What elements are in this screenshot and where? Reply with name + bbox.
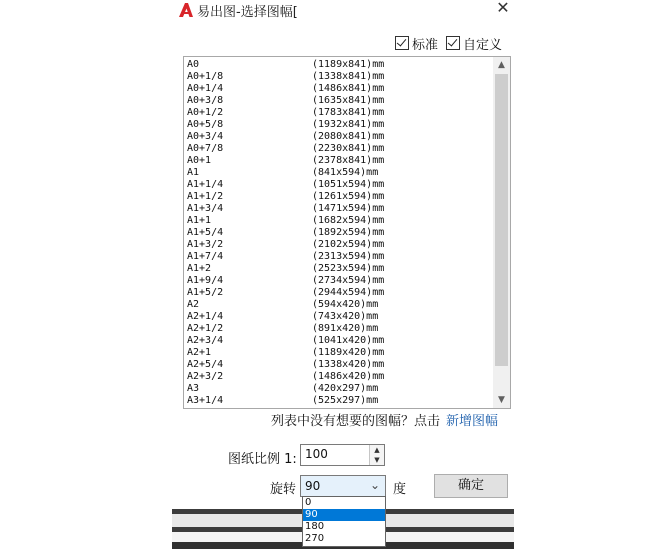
paper-name: A3+1/4 [187, 395, 224, 406]
paper-name: A1+5/4 [187, 227, 224, 238]
list-item[interactable] [187, 107, 489, 119]
rotation-label: 旋转 [270, 482, 297, 497]
custom-checkbox-box[interactable] [446, 36, 460, 50]
standard-checkbox-box[interactable] [395, 36, 409, 50]
list-item[interactable] [187, 167, 489, 179]
paper-size: (2230x841)mm [312, 143, 385, 154]
paper-size: (1932x841)mm [312, 119, 385, 130]
hint-text: 列表中没有想要的图幅？点击 [271, 414, 441, 429]
paper-size: (1486x841)mm [312, 83, 385, 94]
paper-size: (1338x841)mm [312, 71, 385, 82]
list-item[interactable] [187, 311, 489, 323]
list-item[interactable] [187, 59, 489, 71]
standard-checkbox[interactable] [395, 35, 438, 51]
scale-label: 图纸比例 1: [228, 452, 297, 467]
paper-size: (2313x594)mm [312, 251, 385, 262]
rotation-option[interactable]: 0 [305, 497, 312, 508]
paper-name: A0+1/2 [187, 107, 224, 118]
paper-name: A2+1 [187, 347, 212, 358]
paper-name: A2+3/4 [187, 335, 224, 346]
paper-name: A3 [187, 383, 200, 394]
paper-name: A2+3/2 [187, 371, 224, 382]
title-bar [172, 0, 514, 22]
paper-size-list[interactable] [183, 56, 511, 409]
rotation-select[interactable] [300, 475, 386, 497]
paper-size: (2102x594)mm [312, 239, 385, 250]
list-item[interactable] [187, 215, 489, 227]
rotation-dropdown-list[interactable] [302, 496, 386, 547]
list-item[interactable] [187, 155, 489, 167]
paper-name: A2 [187, 299, 200, 310]
list-item[interactable] [187, 71, 489, 83]
paper-name: A1+7/4 [187, 251, 224, 262]
list-item[interactable] [187, 83, 489, 95]
list-item[interactable] [187, 239, 489, 251]
paper-size: (2944x594)mm [312, 287, 385, 298]
list-item[interactable] [187, 203, 489, 215]
close-button[interactable] [492, 0, 514, 18]
paper-name: A1+9/4 [187, 275, 224, 286]
list-item[interactable] [187, 143, 489, 155]
add-paper-hint [271, 410, 498, 429]
list-item[interactable] [187, 119, 489, 131]
list-item[interactable] [187, 323, 489, 335]
paper-size: (1189x841)mm [312, 59, 385, 70]
list-scrollbar[interactable] [493, 57, 510, 408]
custom-checkbox[interactable] [446, 35, 502, 51]
paper-name: A1+1 [187, 215, 212, 226]
paper-size: (1041x420)mm [312, 335, 385, 346]
paper-name: A1+3/4 [187, 203, 224, 214]
list-item[interactable] [187, 227, 489, 239]
paper-size: (841x594)mm [312, 167, 379, 178]
list-item[interactable] [187, 251, 489, 263]
paper-name: A1+5/2 [187, 287, 224, 298]
paper-name: A2+1/2 [187, 323, 224, 334]
paper-size: (1486x420)mm [312, 371, 385, 382]
paper-name: A0+1/8 [187, 71, 224, 82]
paper-size: (2734x594)mm [312, 275, 385, 286]
paper-size: (1189x420)mm [312, 347, 385, 358]
paper-name: A0+3/4 [187, 131, 224, 142]
list-item[interactable] [187, 383, 489, 395]
rotation-option[interactable]: 270 [305, 533, 325, 544]
chevron-up-icon[interactable]: ▲ [498, 60, 505, 70]
paper-name: A2+1/4 [187, 311, 224, 322]
custom-checkbox-label: 自定义 [463, 37, 503, 53]
paper-size: (1783x841)mm [312, 107, 385, 118]
paper-name: A2+5/4 [187, 359, 224, 370]
rotation-unit: 度 [393, 482, 407, 497]
paper-size: (2080x841)mm [312, 131, 385, 142]
paper-size: (2378x841)mm [312, 155, 385, 166]
paper-size: (743x420)mm [312, 311, 379, 322]
add-paper-link[interactable]: 新增图幅 [446, 414, 499, 429]
rotation-option[interactable]: 180 [305, 521, 325, 532]
scrollbar-thumb[interactable] [495, 74, 508, 366]
list-item[interactable] [187, 335, 489, 347]
list-item[interactable] [187, 263, 489, 275]
paper-size: (594x420)mm [312, 299, 379, 310]
spin-down-icon[interactable]: ▼ [374, 456, 380, 464]
spin-up-icon[interactable]: ▲ [374, 446, 380, 454]
paper-name: A0+1/4 [187, 83, 224, 94]
paper-name: A0+5/8 [187, 119, 224, 130]
paper-name: A0+7/8 [187, 143, 224, 154]
list-item[interactable] [187, 179, 489, 191]
chevron-down-icon[interactable]: ▼ [498, 395, 505, 405]
standard-checkbox-label: 标准 [412, 37, 439, 53]
paper-name: A1+1/4 [187, 179, 224, 190]
paper-name: A0+3/8 [187, 95, 224, 106]
paper-size-rows [187, 59, 489, 407]
close-icon: ✕ [496, 0, 510, 17]
paper-size: (1635x841)mm [312, 95, 385, 106]
paper-name: A1+3/2 [187, 239, 224, 250]
paper-size: (1051x594)mm [312, 179, 385, 190]
list-item[interactable] [187, 191, 489, 203]
scale-spinner[interactable] [369, 445, 384, 465]
paper-size: (1682x594)mm [312, 215, 385, 226]
list-item[interactable] [187, 359, 489, 371]
paper-name: A1 [187, 167, 200, 178]
paper-size: (1892x594)mm [312, 227, 385, 238]
list-item[interactable] [187, 395, 489, 407]
list-item[interactable] [187, 347, 489, 359]
ok-button[interactable]: 确定 [434, 474, 508, 498]
paper-name: A0+1 [187, 155, 212, 166]
list-item[interactable] [187, 95, 489, 107]
paper-size: (1471x594)mm [312, 203, 385, 214]
window-title: 易出图-选择图幅[ [197, 5, 298, 20]
paper-size: (1338x420)mm [312, 359, 385, 370]
rotation-option[interactable]: 90 [303, 509, 385, 521]
paper-size: (1261x594)mm [312, 191, 385, 202]
paper-size: (891x420)mm [312, 323, 379, 334]
paper-size: (525x297)mm [312, 395, 379, 406]
paper-name: A1+2 [187, 263, 212, 274]
paper-size: (420x297)mm [312, 383, 379, 394]
scale-input[interactable] [300, 444, 385, 466]
list-item[interactable] [187, 371, 489, 383]
list-item[interactable] [187, 131, 489, 143]
chevron-down-icon[interactable]: ⌄ [369, 478, 381, 492]
paper-name: A1+1/2 [187, 191, 224, 202]
list-item[interactable] [187, 299, 489, 311]
list-item[interactable] [187, 275, 489, 287]
paper-name: A0 [187, 59, 200, 70]
rotation-value: 90 [305, 479, 321, 493]
autocad-a-icon [178, 2, 194, 18]
paper-size: (2523x594)mm [312, 263, 385, 274]
list-item[interactable] [187, 287, 489, 299]
select-paper-dialog [172, 0, 514, 549]
scale-value: 100 [305, 447, 328, 461]
